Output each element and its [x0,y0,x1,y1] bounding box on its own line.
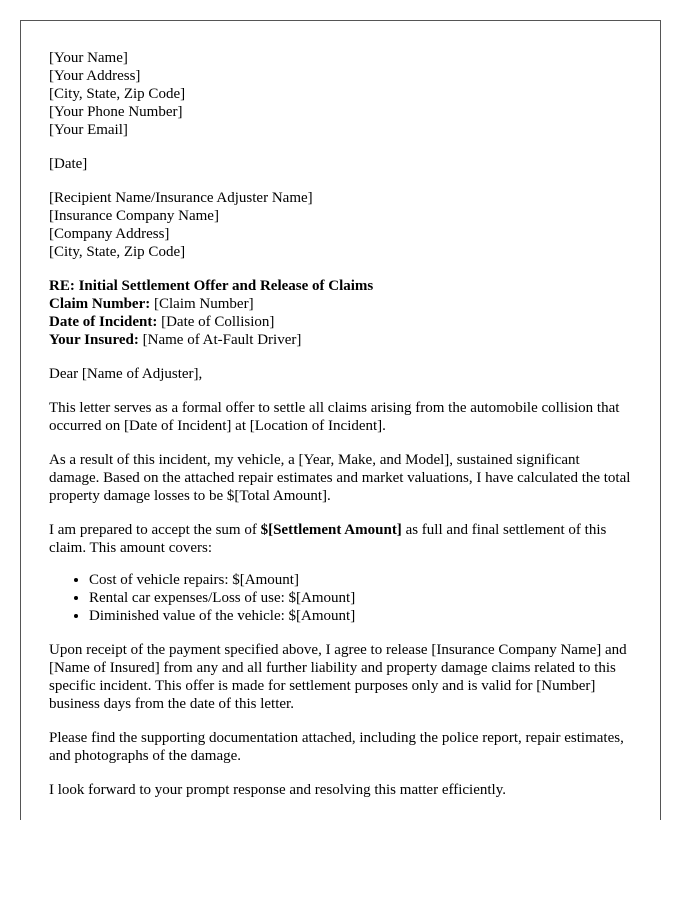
claim-number-value: [Claim Number] [150,296,254,312]
recipient-company: [Insurance Company Name] [49,208,219,224]
sender-name: [Your Name] [49,50,128,66]
sender-phone: [Your Phone Number] [49,104,183,120]
claim-number-label: Claim Number: [49,296,151,312]
letter-date: [Date] [49,156,88,172]
recipient-block [49,189,632,261]
incident-date-value: [Date of Collision] [157,314,275,330]
re-block [49,277,632,349]
re-subject-text: RE: Initial Settlement Offer and Release of Claims [49,278,374,294]
date-block [49,155,632,173]
sender-address: [Your Address] [49,68,141,84]
letter-page [20,20,661,820]
re-subject [49,277,632,295]
sender-block [49,49,632,139]
list-item: • Diminished value of the vehicle: $[Amount] [89,607,632,625]
insured-value: [Name of At-Fault Driver] [138,332,302,348]
incident-date-line [49,313,632,331]
paragraph-documentation: Please find the supporting documentation attached, including the police report, repair estimates, and photographs of the damage. [49,730,624,764]
sender-city-state-zip: [City, State, Zip Code] [49,86,186,102]
paragraph-damage: As a result of this incident, my vehicle, a [Year, Make, and Model], sustained significant damage. Based on the attached repair estimates and market valuations, I have calculated the total property damage losses to be $[Total Amount]. [49,452,631,504]
paragraph-offer-intro: This letter serves as a formal offer to settle all claims arising from the automobile collision that occurred on [Date of Incident] at [Location of Incident]. [49,400,620,434]
list-item: • Cost of vehicle repairs: $[Amount] [89,571,632,589]
insured-label: Your Insured: [49,332,139,348]
settlement-text-after: as full and final settlement of this claim. This amount covers: [49,522,607,556]
recipient-city-state-zip: [City, State, Zip Code] [49,244,186,260]
insured-line [49,331,632,349]
settlement-amount: $[Settlement Amount] [260,522,402,538]
paragraph-release: Upon receipt of the payment specified above, I agree to release [Insurance Company Name] and [Name of Insured] from any and all further liability and property damage claims related to this specific incident. This offer is made for settlement purposes only and is valid for [Number] business days from the date of this letter. [49,642,627,712]
salutation: Dear [Name of Adjuster], [49,366,203,382]
recipient-address: [Company Address] [49,226,170,242]
claim-number-line [49,295,632,313]
recipient-name: [Recipient Name/Insurance Adjuster Name] [49,190,313,206]
incident-date-label: Date of Incident: [49,314,158,330]
paragraph-closing: I look forward to your prompt response and resolving this matter efficiently. [49,782,506,798]
sender-email: [Your Email] [49,122,128,138]
settlement-text-before: I am prepared to accept the sum of [49,522,261,538]
list-item: • Rental car expenses/Loss of use: $[Amount] [89,589,632,607]
paragraph-settlement-amount [49,521,632,557]
cost-list [49,571,632,625]
